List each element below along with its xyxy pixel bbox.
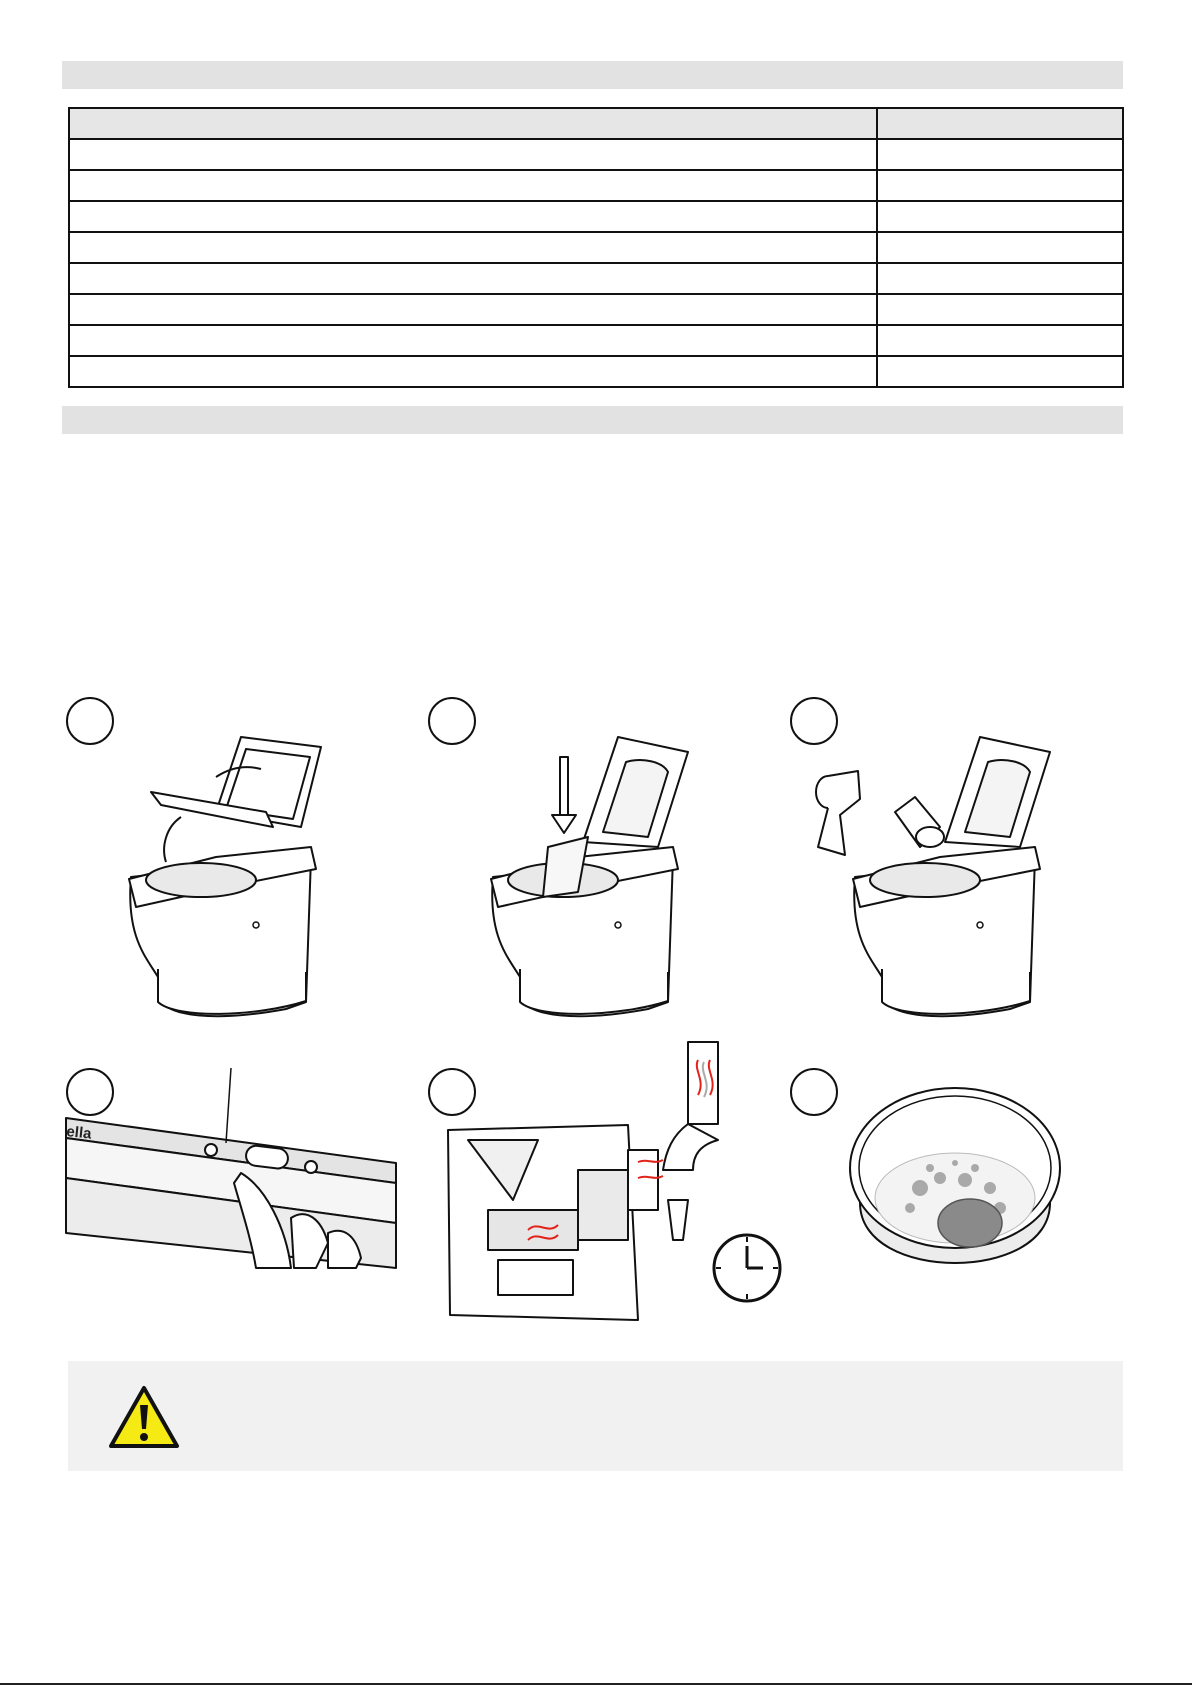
step-6 xyxy=(790,1068,1120,1318)
section-header-band xyxy=(62,406,1123,434)
table-cell xyxy=(69,325,877,356)
table-cell xyxy=(69,170,877,201)
header-cell xyxy=(69,108,877,139)
table-row xyxy=(69,325,1123,356)
toilet-paper-bag-illustration xyxy=(428,697,758,1027)
table-cell xyxy=(69,356,877,387)
step-2 xyxy=(428,697,758,1027)
brand-logo-fragment: ella xyxy=(65,1123,93,1143)
clock-icon xyxy=(711,1232,783,1304)
table-cell xyxy=(877,232,1123,263)
table-cell xyxy=(877,139,1123,170)
step-number-badge xyxy=(66,1068,114,1116)
table-cell xyxy=(877,294,1123,325)
table-cell xyxy=(69,139,877,170)
table-row xyxy=(69,201,1123,232)
specification-table xyxy=(68,107,1124,388)
step-3 xyxy=(790,697,1120,1027)
toilet-paper-and-cup-illustration xyxy=(790,697,1120,1027)
warning-triangle-icon xyxy=(108,1385,180,1449)
table-cell xyxy=(877,325,1123,356)
table-cell xyxy=(69,263,877,294)
table-cell xyxy=(69,232,877,263)
toilet-open-lid-illustration xyxy=(66,697,396,1027)
table-header-row xyxy=(69,108,1123,139)
table-row xyxy=(69,356,1123,387)
table-row xyxy=(69,139,1123,170)
table-cell xyxy=(877,263,1123,294)
table-row xyxy=(69,232,1123,263)
press-button-illustration xyxy=(66,1068,396,1288)
table-cell xyxy=(69,294,877,325)
table-row xyxy=(69,263,1123,294)
table-cell xyxy=(69,201,877,232)
section-header-band xyxy=(62,61,1123,89)
step-4 xyxy=(66,1068,396,1288)
step-1 xyxy=(66,697,396,1027)
ash-bowl-illustration xyxy=(790,1068,1120,1318)
table-row xyxy=(69,170,1123,201)
table-cell xyxy=(877,356,1123,387)
table-cell xyxy=(877,201,1123,232)
warning-box xyxy=(68,1361,1123,1471)
table-row xyxy=(69,294,1123,325)
header-cell xyxy=(877,108,1123,139)
table-cell xyxy=(877,170,1123,201)
step-5 xyxy=(428,1040,788,1320)
